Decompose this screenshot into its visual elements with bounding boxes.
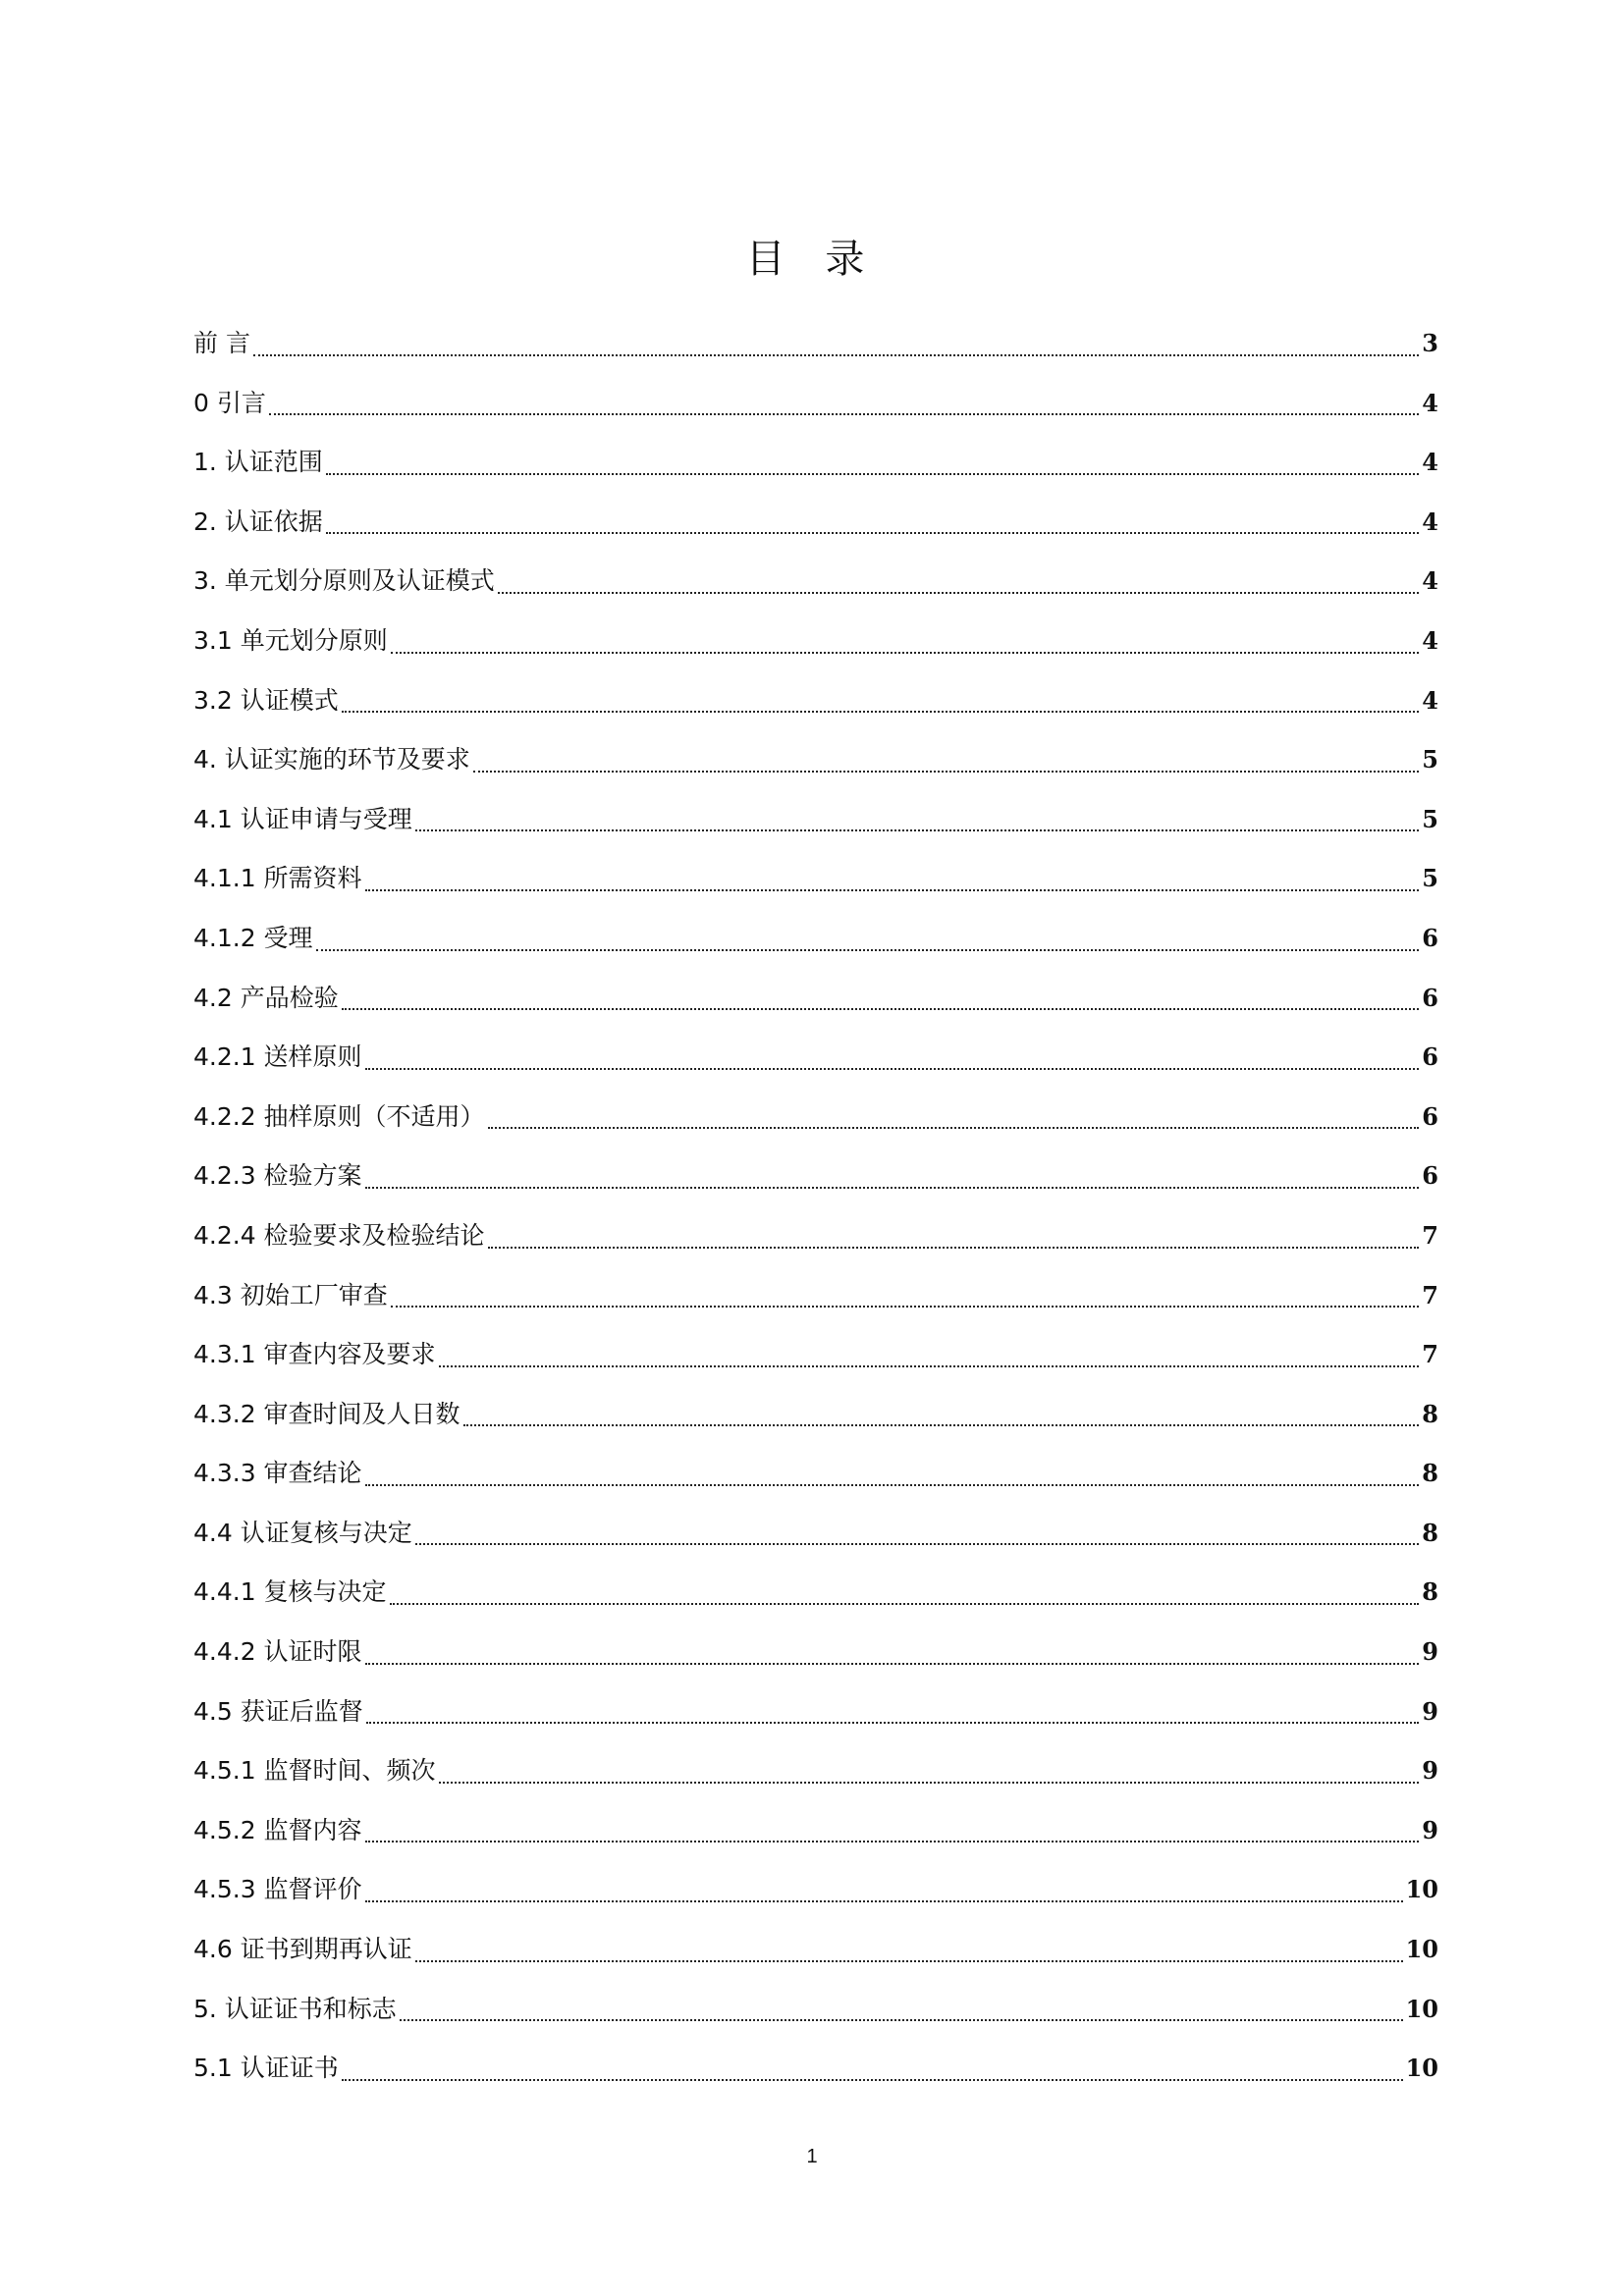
toc-dot-leader <box>365 887 1420 891</box>
toc-entry-title: 4.2.1 送样原则 <box>193 1042 362 1072</box>
toc-entry-page: 4 <box>1422 685 1438 715</box>
toc-dot-leader <box>415 1541 1420 1545</box>
toc-dot-leader <box>390 1601 1420 1605</box>
toc-entry[interactable] <box>193 433 1438 493</box>
toc-entry-title: 4.5 获证后监督 <box>193 1696 363 1726</box>
toc-dot-leader <box>365 1185 1420 1189</box>
toc-entry-page: 5 <box>1422 804 1438 833</box>
toc-dot-leader <box>439 1780 1420 1784</box>
toc-entry[interactable] <box>193 552 1438 612</box>
toc-entry-page: 9 <box>1422 1756 1438 1786</box>
toc-dot-leader <box>342 709 1420 713</box>
toc-entry-title: 4.5.1 监督时间、频次 <box>193 1756 436 1786</box>
toc-entry-page: 10 <box>1405 1994 1438 2023</box>
toc-entry-title: 4.1 认证申请与受理 <box>193 804 412 833</box>
toc-entry-title: 4.5.2 监督内容 <box>193 1815 362 1844</box>
toc-entry-title: 4.2 产品检验 <box>193 983 339 1012</box>
toc-entry-title: 0 引言 <box>193 388 266 417</box>
toc-entry[interactable] <box>193 2039 1438 2099</box>
toc-entry[interactable] <box>193 1980 1438 2040</box>
toc-entry-page: 6 <box>1422 923 1438 952</box>
page-number: 1 <box>806 2146 818 2167</box>
toc-entry-page: 9 <box>1422 1637 1438 1667</box>
toc-entry-title: 5.1 认证证书 <box>193 2054 339 2083</box>
toc-entry-title: 4.4 认证复核与决定 <box>193 1518 412 1547</box>
toc-entry-title: 4.1.2 受理 <box>193 923 313 952</box>
toc-entry-page: 4 <box>1422 566 1438 596</box>
toc-entry[interactable] <box>193 1623 1438 1682</box>
toc-entry[interactable] <box>193 1504 1438 1564</box>
toc-entry[interactable] <box>193 969 1438 1029</box>
toc-entry-title: 2. 认证依据 <box>193 507 323 536</box>
toc-entry-page: 7 <box>1422 1340 1438 1369</box>
toc-entry-title: 4.3 初始工厂审查 <box>193 1280 388 1309</box>
toc-entry-page: 5 <box>1422 745 1438 774</box>
toc-entry-page: 7 <box>1422 1280 1438 1309</box>
toc-dot-leader <box>253 352 1419 356</box>
toc-entry[interactable] <box>193 790 1438 850</box>
toc-title: 目 录 <box>745 237 879 282</box>
toc-entry-title: 3.2 认证模式 <box>193 685 339 715</box>
toc-dot-leader <box>365 1839 1420 1842</box>
toc-entry[interactable] <box>193 1920 1438 1980</box>
toc-entry[interactable] <box>193 671 1438 731</box>
toc-entry[interactable] <box>193 1385 1438 1445</box>
toc-entry-page: 6 <box>1422 983 1438 1012</box>
toc-entry[interactable] <box>193 493 1438 553</box>
toc-entry-page: 3 <box>1422 329 1438 357</box>
toc-dot-leader <box>342 2077 1403 2081</box>
toc-entry-title: 4.6 证书到期再认证 <box>193 1935 412 1964</box>
toc-entry-page: 8 <box>1422 1399 1438 1428</box>
toc-dot-leader <box>365 1898 1403 1902</box>
toc-entry[interactable] <box>193 1682 1438 1742</box>
toc-entry[interactable] <box>193 1088 1438 1148</box>
toc-dot-leader <box>269 411 1419 415</box>
toc-dot-leader <box>415 828 1420 831</box>
toc-dot-leader <box>498 590 1419 594</box>
toc-entry[interactable] <box>193 314 1438 374</box>
toc-entry-page: 6 <box>1422 1101 1438 1131</box>
toc-entry-title: 4.2.4 检验要求及检验结论 <box>193 1220 485 1250</box>
toc-entry-title: 4.2.2 抽样原则（不适用） <box>193 1101 485 1131</box>
toc-dot-leader <box>366 1720 1420 1724</box>
toc-entry-page: 4 <box>1422 625 1438 655</box>
toc-entry-page: 4 <box>1422 507 1438 536</box>
toc-dot-leader <box>488 1125 1420 1129</box>
toc-entry-title: 1. 认证范围 <box>193 448 323 477</box>
toc-entry-title: 前 言 <box>193 329 250 357</box>
toc-entry-page: 10 <box>1405 1935 1438 1964</box>
toc-dot-leader <box>326 530 1419 534</box>
toc-entry-title: 5. 认证证书和标志 <box>193 1994 397 2023</box>
toc-entry-title: 4.4.2 认证时限 <box>193 1637 362 1667</box>
toc-entry-page: 10 <box>1405 2054 1438 2083</box>
toc-entry[interactable] <box>193 849 1438 909</box>
toc-entry-page: 10 <box>1405 1875 1438 1904</box>
toc-entry-title: 4.1.1 所需资料 <box>193 864 362 893</box>
table-of-contents <box>193 314 1438 2099</box>
toc-dot-leader <box>326 471 1419 475</box>
toc-dot-leader <box>365 1661 1420 1665</box>
toc-dot-leader <box>415 1958 1403 1962</box>
toc-entry-page: 4 <box>1422 448 1438 477</box>
toc-entry[interactable] <box>193 909 1438 969</box>
toc-entry-page: 7 <box>1422 1220 1438 1250</box>
toc-entry-page: 8 <box>1422 1459 1438 1488</box>
toc-entry-title: 4.3.3 审查结论 <box>193 1459 362 1488</box>
toc-entry[interactable] <box>193 1266 1438 1326</box>
toc-entry-page: 8 <box>1422 1518 1438 1547</box>
toc-entry[interactable] <box>193 1325 1438 1385</box>
toc-dot-leader <box>316 947 1420 951</box>
toc-entry-page: 8 <box>1422 1577 1438 1607</box>
toc-entry-title: 4. 认证实施的环节及要求 <box>193 745 470 774</box>
toc-entry-title: 4.4.1 复核与决定 <box>193 1577 387 1607</box>
toc-dot-leader <box>439 1363 1420 1367</box>
toc-entry[interactable] <box>193 1147 1438 1206</box>
toc-entry[interactable] <box>193 1801 1438 1861</box>
toc-entry[interactable] <box>193 1563 1438 1623</box>
toc-dot-leader <box>473 769 1419 773</box>
toc-entry-page: 6 <box>1422 1042 1438 1072</box>
toc-entry-page: 6 <box>1422 1161 1438 1191</box>
toc-entry-page: 9 <box>1422 1696 1438 1726</box>
toc-entry[interactable] <box>193 1444 1438 1504</box>
toc-entry[interactable] <box>193 730 1438 790</box>
toc-entry-title: 3. 单元划分原则及认证模式 <box>193 566 495 596</box>
toc-dot-leader <box>365 1482 1420 1486</box>
toc-entry[interactable] <box>193 1028 1438 1088</box>
toc-dot-leader <box>342 1006 1420 1010</box>
toc-entry-page: 4 <box>1422 388 1438 417</box>
toc-entry-page: 9 <box>1422 1815 1438 1844</box>
toc-entry-title: 4.3.2 审查时间及人日数 <box>193 1399 460 1428</box>
toc-dot-leader <box>488 1245 1420 1249</box>
toc-entry[interactable] <box>193 1206 1438 1266</box>
toc-dot-leader <box>391 1304 1420 1308</box>
toc-entry-page: 5 <box>1422 864 1438 893</box>
toc-entry-title: 4.3.1 审查内容及要求 <box>193 1340 436 1369</box>
toc-entry[interactable] <box>193 612 1438 671</box>
toc-entry[interactable] <box>193 1860 1438 1920</box>
toc-entry-title: 4.2.3 检验方案 <box>193 1161 362 1191</box>
toc-entry-title: 3.1 单元划分原则 <box>193 625 388 655</box>
toc-entry[interactable] <box>193 374 1438 434</box>
toc-dot-leader <box>400 2017 1403 2021</box>
toc-dot-leader <box>463 1422 1420 1426</box>
toc-dot-leader <box>365 1066 1420 1070</box>
toc-entry[interactable] <box>193 1741 1438 1801</box>
toc-dot-leader <box>391 650 1420 654</box>
toc-entry-title: 4.5.3 监督评价 <box>193 1875 362 1904</box>
